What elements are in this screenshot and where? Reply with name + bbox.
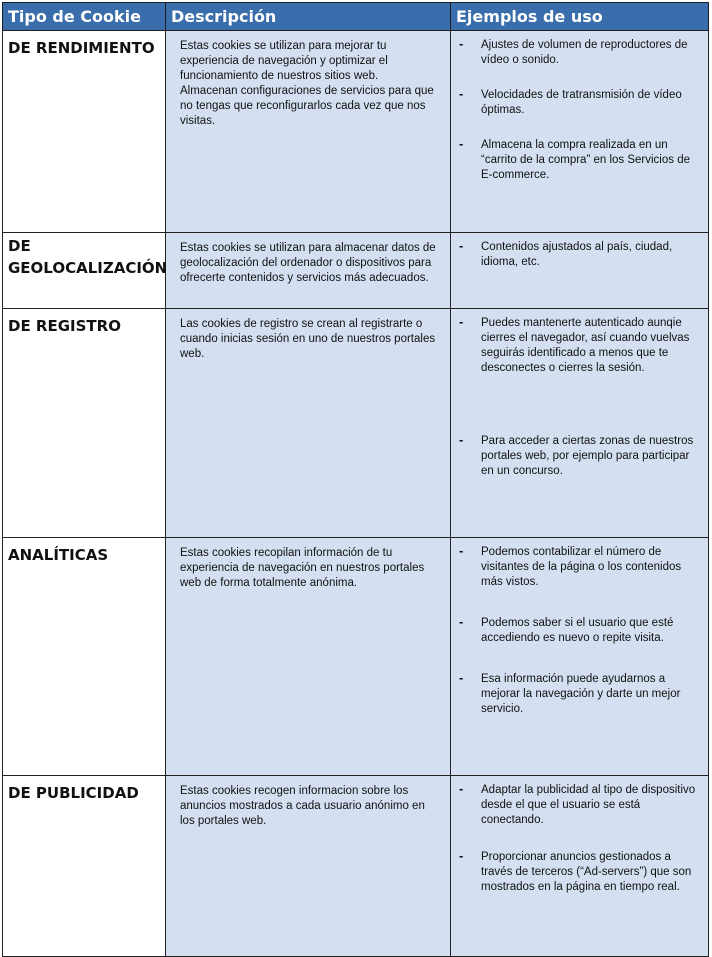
example-item — [457, 316, 702, 376]
examples-cell — [451, 31, 709, 233]
example-text: Podemos saber si el usuario que esté accediendo es nuevo o repite visita. — [481, 617, 674, 644]
description-cell — [166, 31, 451, 233]
example-item — [457, 434, 702, 479]
description-cell — [166, 233, 451, 309]
examples-cell — [451, 776, 709, 957]
example-text: Podemos contabilizar el número de visitantes de la página o los contenidos más vistos. — [481, 546, 682, 588]
description-text: Estas cookies recopilan información de tu experiencia de navegación en nuestros portales web de forma totalmente anónima. — [180, 547, 425, 589]
description-text: Las cookies de registro se crean al registrarte o cuando inicias sesión en uno de nuestros portales web. — [180, 318, 436, 360]
example-item — [457, 38, 702, 68]
dash-bullet-icon: - — [459, 432, 464, 447]
dash-bullet-icon: - — [459, 848, 464, 863]
examples-cell — [451, 538, 709, 776]
example-text: Velocidades de tratransmisión de vídeo óptimas. — [481, 89, 682, 116]
dash-bullet-icon: - — [459, 614, 464, 629]
cookie-type-cell: ANALÍTICAS — [3, 538, 166, 776]
examples-cell — [451, 309, 709, 538]
example-text: Para acceder a ciertas zonas de nuestros portales web, por ejemplo para participar en un concurso. — [481, 435, 694, 477]
example-item — [457, 616, 702, 646]
example-item — [457, 545, 702, 590]
description-cell — [166, 776, 451, 957]
example-text: Ajustes de volumen de reproductores de vídeo o sonido. — [481, 39, 688, 66]
dash-bullet-icon: - — [459, 136, 464, 151]
example-item — [457, 672, 702, 717]
table-row — [3, 233, 709, 309]
example-item — [457, 240, 702, 270]
example-text: Contenidos ajustados al país, ciudad, idioma, etc. — [481, 241, 673, 268]
example-text: Adaptar la publicidad al tipo de dispositivo desde el que el usuario se está conectando. — [481, 784, 696, 826]
dash-bullet-icon: - — [459, 314, 464, 329]
header-cookie-type: Tipo de Cookie — [3, 3, 166, 31]
description-text: Estas cookies recogen informacion sobre los anuncios mostrados a cada usuario anónimo en los portales web. — [180, 785, 425, 827]
dash-bullet-icon: - — [459, 543, 464, 558]
table-row — [3, 309, 709, 538]
example-item — [457, 850, 702, 895]
example-text: Esa información puede ayudarnos a mejorar la navegación y darte un mejor servicio. — [481, 673, 681, 715]
example-item — [457, 783, 702, 828]
cookie-type-cell: DE RENDIMIENTO — [3, 31, 166, 233]
example-text: Almacena la compra realizada en un “carrito de la compra” en los Servicios de E-commerce. — [481, 139, 690, 181]
description-text: Estas cookies se utilizan para almacenar datos de geolocalización del ordenador o dispositivos para ofrecerte contenidos y servicios más adecuados. — [180, 242, 436, 284]
dash-bullet-icon: - — [459, 36, 464, 51]
description-text: Estas cookies se utilizan para mejorar tu experiencia de navegación y optimizar el funcionamiento de nuestros sitios web. — [180, 40, 388, 82]
table-header-row — [3, 3, 709, 31]
examples-cell — [451, 233, 709, 309]
cookie-type-cell: DE PUBLICIDAD — [3, 776, 166, 957]
description-cell — [166, 309, 451, 538]
example-text: Puedes mantenerte autenticado aunqie cierres el navegador, así cuando vuelvas seguirás identificado a menos que te desconectes o cierres la sesión. — [481, 317, 690, 374]
dash-bullet-icon: - — [459, 238, 464, 253]
dash-bullet-icon: - — [459, 781, 464, 796]
dash-bullet-icon: - — [459, 86, 464, 101]
dash-bullet-icon: - — [459, 670, 464, 685]
cookie-type-cell: DE GEOLOCALIZACIÓN — [3, 233, 166, 309]
cookie-table — [2, 2, 709, 957]
table-row — [3, 538, 709, 776]
cookie-type-cell: DE REGISTRO — [3, 309, 166, 538]
description-text: Almacenan configuraciones de servicios para que no tengas que reconfigurarlos cada vez que nos visitas. — [180, 85, 434, 127]
description-cell — [166, 538, 451, 776]
header-description: Descripción — [166, 3, 451, 31]
example-item — [457, 88, 702, 118]
example-item — [457, 138, 702, 183]
example-text: Proporcionar anuncios gestionados a través de terceros (“Ad-servers”) que son mostrados en la página en tiempo real. — [481, 851, 692, 893]
table-row — [3, 776, 709, 957]
table-row — [3, 31, 709, 233]
header-examples: Ejemplos de uso — [451, 3, 709, 31]
